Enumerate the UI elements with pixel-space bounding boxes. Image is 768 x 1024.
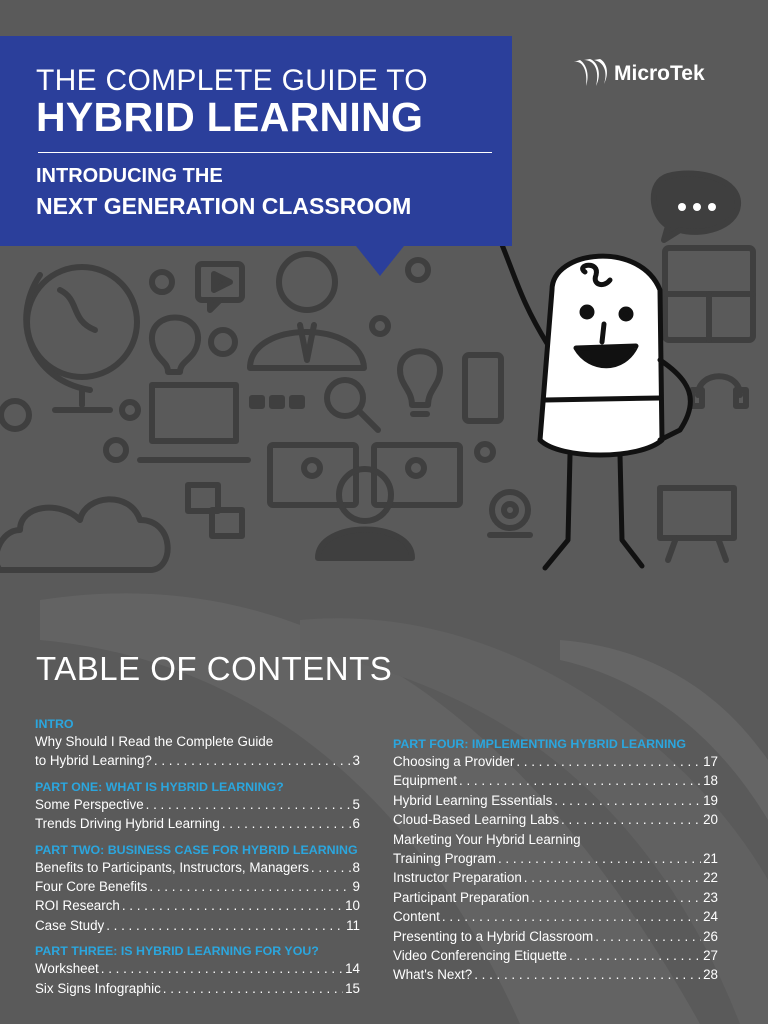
microtek-logo <box>572 56 742 92</box>
toc-section-heading: PART ONE: WHAT IS HYBRID LEARNING? <box>35 779 284 794</box>
toc-page-number: 20 <box>703 812 718 828</box>
toc-entry-label-line[interactable]: Why Should I Read the Complete Guide <box>35 734 274 749</box>
toc-page-number: 26 <box>703 928 718 944</box>
toc-section-heading: PART TWO: BUSINESS CASE FOR HYBRID LEARNING <box>35 842 358 857</box>
toc-page-number: 23 <box>703 889 718 905</box>
toc-page-number: 22 <box>703 870 718 886</box>
toc-dot-leader <box>474 965 701 984</box>
title-divider <box>38 152 492 153</box>
toc-entry[interactable] <box>393 810 718 829</box>
toc-dot-leader <box>569 946 701 965</box>
toc-entry-label: Participant Preparation <box>393 889 530 905</box>
toc-page-number: 5 <box>352 796 360 812</box>
toc-dot-leader <box>222 814 351 833</box>
toc-entry-label: Case Study <box>35 917 105 933</box>
toc-entry-label: What's Next? <box>393 967 473 983</box>
toc-entry[interactable] <box>393 752 718 771</box>
toc-dot-leader <box>516 752 701 771</box>
toc-section-heading: PART FOUR: IMPLEMENTING HYBRID LEARNING <box>393 737 687 751</box>
toc-right-column <box>393 736 718 985</box>
toc-dot-leader <box>442 907 701 926</box>
toc-dot-leader <box>163 979 343 998</box>
toc-entry[interactable] <box>393 965 718 984</box>
toc-dot-leader <box>498 849 701 868</box>
toc-entry[interactable] <box>35 959 360 978</box>
toc-dot-leader <box>531 888 701 907</box>
toc-title: TABLE OF CONTENTS <box>36 650 393 687</box>
toc-page-number: 9 <box>352 879 360 895</box>
toc-page-number: 15 <box>345 980 360 996</box>
toc-entry[interactable] <box>35 751 360 770</box>
toc-dot-leader <box>459 771 701 790</box>
toc-dot-leader <box>149 877 350 896</box>
toc-entry[interactable] <box>35 916 360 935</box>
toc-entry-label: Presenting to a Hybrid Classroom <box>393 928 594 944</box>
banner-arrow <box>356 246 404 276</box>
toc-entry-label: Four Core Benefits <box>35 879 148 895</box>
toc-entry[interactable] <box>35 858 360 877</box>
toc-entry[interactable] <box>35 979 360 998</box>
toc-entry-label: Instructor Preparation <box>393 870 522 886</box>
toc-dot-leader <box>524 868 701 887</box>
toc-entry[interactable] <box>393 888 718 907</box>
toc-dot-leader <box>595 927 701 946</box>
toc-entry-label: Hybrid Learning Essentials <box>393 792 553 808</box>
toc-section-heading: PART THREE: IS HYBRID LEARNING FOR YOU? <box>35 944 319 959</box>
toc-page-number: 18 <box>703 773 718 789</box>
toc-entry-label: to Hybrid Learning? <box>35 753 152 769</box>
toc-entry[interactable] <box>35 814 360 833</box>
guide-title-line2: HYBRID LEARNING <box>36 94 424 140</box>
toc-entry-label: Equipment <box>393 773 458 789</box>
toc-page-number: 8 <box>352 859 360 875</box>
toc-entry-label: Content <box>393 909 440 925</box>
toc-dot-leader <box>554 791 701 810</box>
toc-entry[interactable] <box>393 946 718 965</box>
toc-entry-label: Benefits to Participants, Instructors, Managers <box>35 859 309 875</box>
toc-page-number: 10 <box>345 898 360 914</box>
guide-title-line1: THE COMPLETE GUIDE TO <box>36 64 428 97</box>
toc-entry-label: Six Signs Infographic <box>35 980 161 996</box>
toc-left-column <box>35 716 360 998</box>
toc-entry-label-line[interactable]: Marketing Your Hybrid Learning <box>393 831 581 847</box>
toc-page-number: 21 <box>703 851 718 867</box>
toc-entry-label: Video Conferencing Etiquette <box>393 948 567 964</box>
toc-page-number: 14 <box>345 961 360 977</box>
toc-page-number: 6 <box>352 816 360 832</box>
toc-dot-leader <box>122 896 343 915</box>
toc-dot-leader <box>561 810 701 829</box>
guide-subtitle-line2: NEXT GENERATION CLASSROOM <box>36 193 412 219</box>
toc-page-number: 19 <box>703 792 718 808</box>
toc-entry[interactable] <box>35 877 360 896</box>
toc-page-number: 24 <box>703 909 718 925</box>
toc-section-heading: INTRO <box>35 717 74 731</box>
toc-page-number: 28 <box>703 967 718 983</box>
toc-dot-leader <box>146 795 351 814</box>
toc-dot-leader <box>101 959 343 978</box>
microtek-logo-mark-icon <box>572 56 612 92</box>
toc-entry[interactable] <box>35 795 360 814</box>
toc-entry-label: Training Program <box>393 851 496 867</box>
toc-entry[interactable] <box>393 771 718 790</box>
toc-entry[interactable] <box>393 791 718 810</box>
toc-page-number: 17 <box>703 754 718 769</box>
toc-entry[interactable] <box>393 907 718 926</box>
toc-entry-label: ROI Research <box>35 898 120 914</box>
toc-entry[interactable] <box>393 927 718 946</box>
toc-dot-leader <box>106 916 344 935</box>
microtek-logo-text: MicroTek <box>614 62 705 85</box>
toc-dot-leader <box>311 858 351 877</box>
toc-entry-label: Trends Driving Hybrid Learning <box>35 816 220 832</box>
toc-page-number: 3 <box>352 753 360 769</box>
toc-entry-label: Cloud-Based Learning Labs <box>393 812 560 828</box>
toc-page-number: 27 <box>703 948 718 964</box>
toc-dot-leader <box>154 751 351 770</box>
globe-icon <box>26 267 137 410</box>
toc-entry-label: Some Perspective <box>35 796 144 812</box>
guide-subtitle-line1: INTRODUCING THE <box>36 165 223 187</box>
toc-entry[interactable] <box>393 868 718 887</box>
toc-entry[interactable] <box>35 896 360 915</box>
toc-entry[interactable] <box>393 849 718 868</box>
toc-entry-label: Worksheet <box>35 961 99 977</box>
toc-page-number: 11 <box>346 917 360 933</box>
toc-entry-label: Choosing a Provider <box>393 754 515 769</box>
